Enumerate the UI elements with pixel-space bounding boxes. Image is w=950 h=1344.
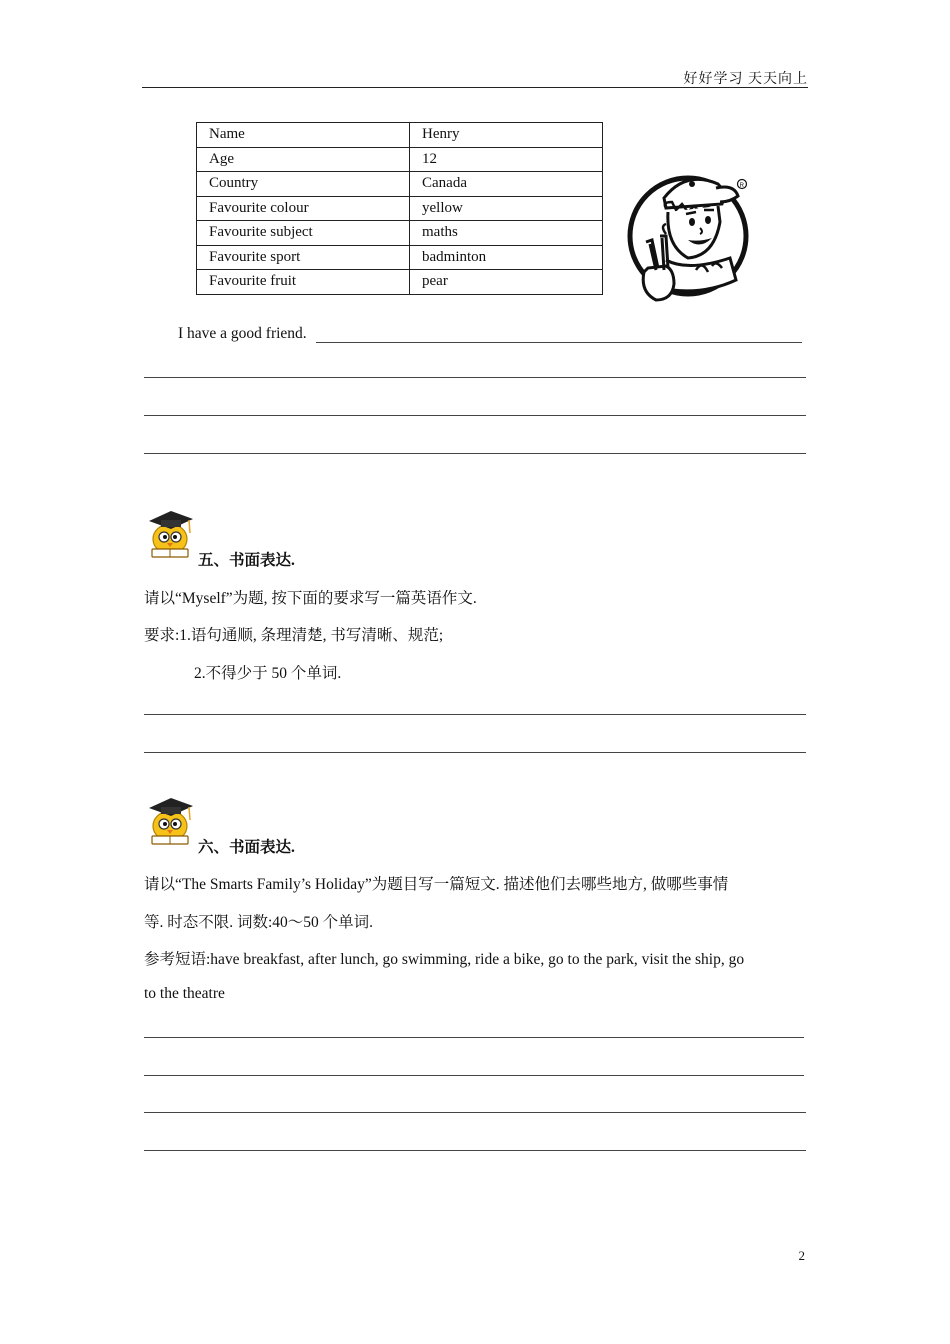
table-cell: Favourite fruit xyxy=(197,270,410,295)
section5-instruction: 请以“Myself”为题, 按下面的要求写一篇英语作文. xyxy=(144,590,477,607)
answer-line[interactable] xyxy=(144,752,806,753)
header-motto: 好好学习 天天向上 xyxy=(683,72,808,87)
intro-prompt: I have a good friend. xyxy=(178,325,307,342)
table-cell: Favourite colour xyxy=(197,196,410,221)
answer-line[interactable] xyxy=(610,1075,804,1076)
table-row xyxy=(197,221,603,246)
table-cell: Canada xyxy=(410,172,603,197)
scholar-chick-icon xyxy=(143,794,197,846)
table-cell: maths xyxy=(410,221,603,246)
table-cell: Name xyxy=(197,123,410,148)
scholar-chick-icon xyxy=(143,507,197,559)
table-cell: badminton xyxy=(410,245,603,270)
table-cell: 12 xyxy=(410,147,603,172)
table-cell: yellow xyxy=(410,196,603,221)
section6-phrases-line2: to the theatre xyxy=(144,985,225,1002)
section6-instruction-line2: 等. 时态不限. 词数:40～50 个单词. xyxy=(144,914,374,931)
table-row xyxy=(197,196,603,221)
section5-requirement-1: 要求:1.语句通顺, 条理清楚, 书写清晰、规范; xyxy=(144,627,444,644)
section6-phrases-line1: 参考短语:have breakfast, after lunch, go swimming, ride a bike, go to the park, visit the ship, go xyxy=(144,951,745,968)
table-cell: Favourite subject xyxy=(197,221,410,246)
answer-line[interactable] xyxy=(144,453,806,454)
answer-line[interactable] xyxy=(144,1150,806,1151)
table-row xyxy=(197,245,603,270)
answer-line[interactable] xyxy=(316,342,802,343)
answer-line[interactable] xyxy=(144,415,806,416)
boy-cartoon-illustration xyxy=(626,162,754,306)
answer-line[interactable] xyxy=(144,714,806,715)
table-cell: Age xyxy=(197,147,410,172)
answer-line[interactable] xyxy=(144,377,806,378)
svg-text:R: R xyxy=(739,183,744,189)
table-row xyxy=(197,270,603,295)
answer-line[interactable] xyxy=(144,1075,610,1076)
section5-title: 五、书面表达. xyxy=(198,552,295,569)
answer-line[interactable] xyxy=(144,1112,806,1113)
section5-requirement-2: 2.不得少于 50 个单词. xyxy=(194,665,342,682)
table-row xyxy=(197,147,603,172)
table-cell: Country xyxy=(197,172,410,197)
header-rule xyxy=(142,87,808,88)
section6-instruction-line1: 请以“The Smarts Family’s Holiday”为题目写一篇短文. 描述他们去哪些地方, 做哪些事情 xyxy=(144,876,729,893)
table-cell: pear xyxy=(410,270,603,295)
table-cell: Henry xyxy=(410,123,603,148)
table-row xyxy=(197,172,603,197)
table-row xyxy=(197,123,603,148)
page-number: 2 xyxy=(798,1248,805,1263)
section6-title: 六、书面表达. xyxy=(198,839,295,856)
table-cell: Favourite sport xyxy=(197,245,410,270)
profile-table xyxy=(196,122,603,295)
answer-line[interactable] xyxy=(144,1037,804,1038)
